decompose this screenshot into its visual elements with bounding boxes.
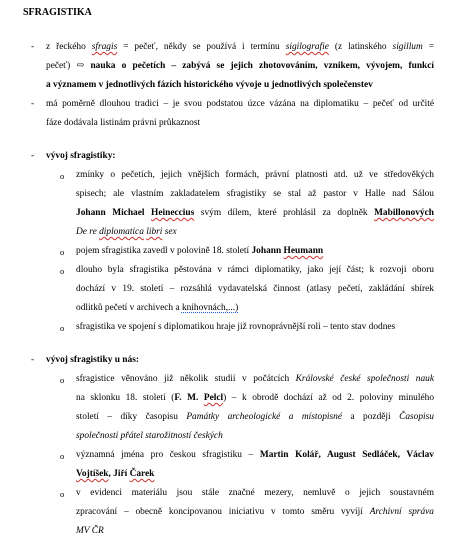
bullet-line: v evidenci materiálu jsou stále značné mezery, nemluvě o jejich soustavném	[76, 488, 434, 498]
paragraph-line: z řeckého sfragis = pečeť, někdy se používá i termínu sigilografie (z latinského sigillum =	[46, 42, 434, 52]
bullet-line: spisech; ale vlastním zakladatelem sfragistiky se stal až pastor v Halle nad Sálou	[76, 189, 434, 199]
bullet-line: významná jména pro českou sfragistiku – Martin Kolář, August Sedláček, Václav	[76, 450, 434, 460]
bullet-line: sfragistika ve spojení s diplomatikou hraje již rovnoprávnější roli – tento stav dodnes	[76, 322, 396, 332]
bullet-marker: o	[60, 489, 65, 499]
bullet-marker: o	[60, 171, 65, 181]
paragraph-line: pečeť) ⇨ nauka o pečetích – zabývá se jejich zhotovováním, vznikem, vývojem, funkcí	[46, 61, 435, 71]
document-title: SFRAGISTIKA	[23, 7, 92, 18]
bullet-line: zpracování – obecně koncipovanou iniciativu v tomto směru vyvíjí Archivní správa	[76, 507, 434, 517]
paragraph-line: a významem v jednotlivých fázích historického vývoje u jednotlivých společenstev	[46, 80, 373, 90]
bullet-marker: o	[60, 451, 65, 461]
section-heading: vývoj sfragistiky:	[46, 151, 116, 161]
bullet-marker: o	[60, 323, 65, 333]
bullet-line: De re diplomatica libri sex	[76, 227, 177, 237]
bullet-marker: o	[60, 247, 65, 257]
bullet-line: společnosti přátel starožitností českých	[76, 431, 223, 441]
bullet-line: Vojtíšek, Jiří Čarek	[76, 469, 155, 479]
dash-marker: -	[31, 99, 35, 109]
dash-marker: -	[31, 151, 35, 161]
dash-marker: -	[31, 355, 35, 365]
bullet-marker: o	[60, 266, 65, 276]
bullet-line: MV ČR	[76, 526, 104, 536]
paragraph-line: má poměrně dlouhou tradici – je svou podstatou úzce vázána na diplomatiku – pečeť od určité	[46, 99, 434, 109]
bullet-line: dlouho byla sfragistika pěstována v rámci diplomatiky, jako její část; k rozvoji oboru	[76, 265, 434, 275]
paragraph-line: fáze dodávala listinám právní průkaznost	[46, 118, 201, 128]
dash-marker: -	[31, 42, 35, 52]
bullet-line: Johann Michael Heineccius svým dílem, které prohlásil za doplněk Mabillonových	[76, 208, 434, 218]
section-heading: vývoj sfragistiky u nás:	[46, 355, 139, 365]
bullet-line: odlitků pečetí v archivech a knihovnách,...)	[76, 303, 239, 313]
bullet-marker: o	[60, 375, 65, 385]
bullet-line: sfragistice věnováno již několik studií v počátcích Královské české společnosti nauk	[76, 374, 434, 384]
bullet-line: pojem sfragistika zavedl v polovině 18. století Johann Heumann	[76, 246, 324, 256]
bullet-line: století – díky časopisu Památky archeologické a místopisné a později Časopisu	[76, 412, 434, 422]
bullet-line: zmínky o pečetích, jejich vnějších formách, právní platnosti atd. už ve středověkých	[76, 170, 434, 180]
bullet-line: dochází v 19. století – rozsáhlá vydavatelská činnost (atlasy pečetí, zakládání sbírek	[76, 284, 434, 294]
bullet-line: na sklonku 18. století (F. M. Pelcl) – k obrodě dochází až od 2. poloviny minulého	[76, 393, 435, 403]
